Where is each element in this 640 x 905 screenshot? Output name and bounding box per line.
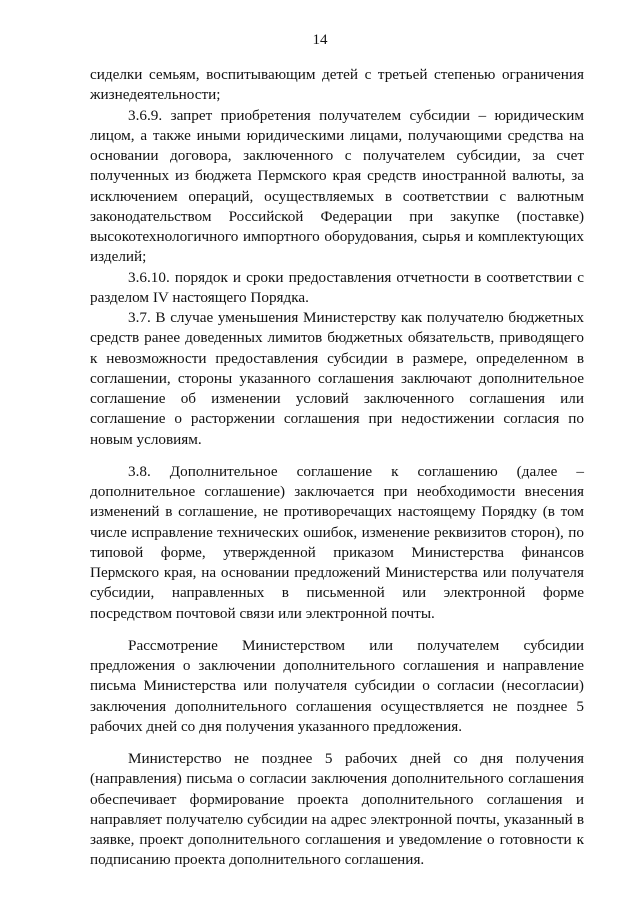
paragraph-ministry-obligation: Министерство не позднее 5 рабочих дней со дня получения (направления) письма о согласии заключения дополнительного соглашения обеспечивает формирование проекта дополнительного соглашения и направляет получателю субсидии на адрес электронной почты, указанный в заявке, проект дополнительного соглашения и уведомление о готовности к подписанию проекта дополнительного соглашения. bbox=[90, 750, 584, 869]
paragraph-3-6-10: 3.6.10. порядок и сроки предоставления отчетности в соответствии с разделом IV настоящего Порядка. bbox=[90, 268, 584, 306]
paragraph-review-proposal: Рассмотрение Министерством или получателем субсидии предложения о заключении дополнительного соглашения и направление письма Министерства или получателя субсидии о согласии (несогласии) заключения дополнительного соглашения осуществляется не позднее 5 рабочих дней со дня получения указанного предложения. bbox=[90, 636, 584, 735]
paragraph-3-6-9: 3.6.9. запрет приобретения получателем субсидии – юридическим лицом, а также иными юридическими лицами, получающими средства на основании договора, заключенного с получателем субсидии, за счет полученных из бюджета Пермского края средств иностранной валюты, за исключением операций, осуществляемых в соответствии с валютным законодательством Российской Федерации при закупке (поставке) высокотехнологичного импортного оборудования, сырья и комплектующих изделий; bbox=[90, 106, 584, 266]
paragraph-continuation: сиделки семьям, воспитывающим детей с третьей степенью ограничения жизнедеятельности; bbox=[90, 66, 584, 104]
paragraph-3-8: 3.8. Дополнительное соглашение к соглашению (далее – дополнительное соглашение) заключается при необходимости внесения изменений в соглашение, не противоречащих настоящему Порядку (в том числе исправление технических ошибок, изменение реквизитов сторон), по типовой форме, утвержденной приказом Министерства финансов Пермского края, на основании предложений Министерства или получателя субсидии, направленных в письменной или электронной форме посредством почтовой связи или электронной почты. bbox=[90, 462, 584, 622]
document-body bbox=[90, 65, 584, 871]
paragraph-3-7: 3.7. В случае уменьшения Министерству как получателю бюджетных средств ранее доведенных лимитов бюджетных обязательств, приводящего к невозможности предоставления субсидии в размере, определенном в соглашении, стороны указанного соглашения заключают дополнительное соглашение об изменении условий заключенного соглашения или соглашение о расторжении соглашения при недостижении согласия по новым условиям. bbox=[90, 309, 584, 448]
page-number: 14 bbox=[312, 32, 328, 48]
